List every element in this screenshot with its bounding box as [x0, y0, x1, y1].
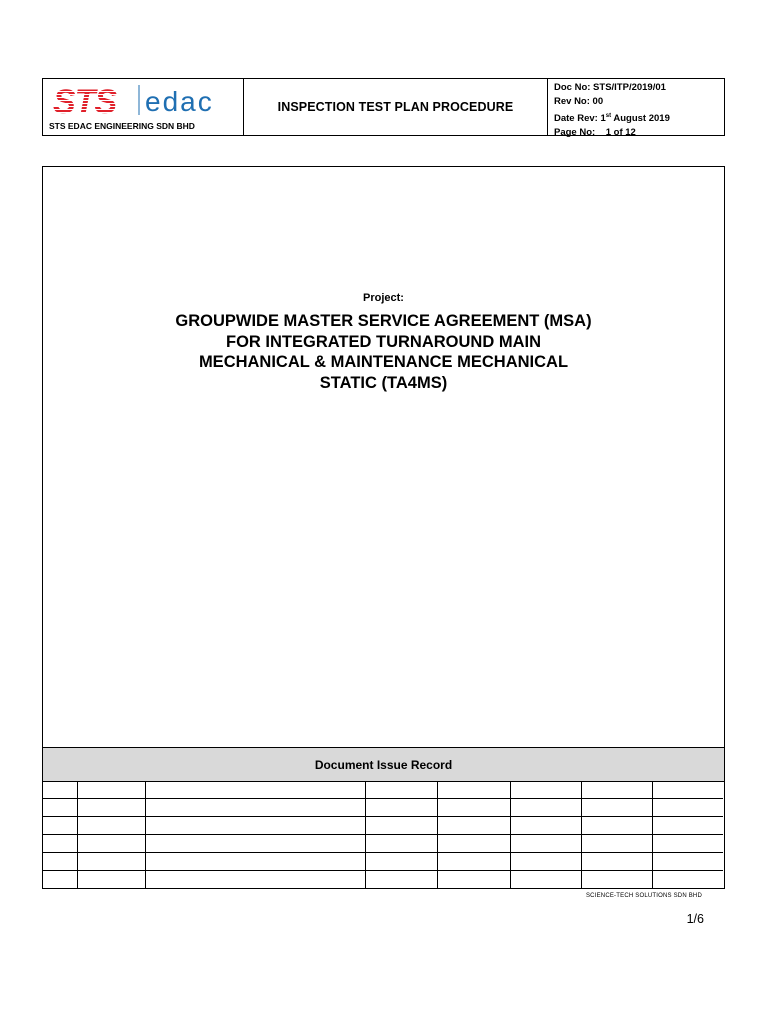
table-cell — [145, 835, 365, 853]
table-cell — [437, 799, 510, 817]
table-cell — [437, 871, 510, 889]
table-cell — [581, 835, 652, 853]
logo-cell — [43, 79, 244, 135]
table-cell — [77, 799, 145, 817]
table-cell — [652, 781, 723, 799]
table-cell — [510, 781, 581, 799]
table-cell — [365, 871, 437, 889]
project-title-line: GROUPWIDE MASTER SERVICE AGREEMENT (MSA) — [175, 312, 592, 330]
table-cell — [145, 853, 365, 871]
table-cell — [77, 817, 145, 835]
table-cell — [437, 835, 510, 853]
edac-logo-text: edac — [145, 86, 214, 117]
table-cell — [652, 817, 723, 835]
footer-company: SCIENCE-TECH SOLUTIONS SDN BHD — [585, 893, 702, 899]
table-cell — [365, 781, 437, 799]
table-cell — [145, 871, 365, 889]
page-number: 1/6 — [686, 912, 704, 926]
document-header — [42, 78, 725, 139]
table-cell — [365, 835, 437, 853]
table-cell — [581, 817, 652, 835]
table-cell — [437, 817, 510, 835]
rev-no: Rev No: 00 — [554, 96, 604, 107]
table-cell — [510, 853, 581, 871]
table-cell — [581, 781, 652, 799]
issue-record-table — [43, 781, 723, 888]
table-cell — [510, 817, 581, 835]
table-cell — [581, 799, 652, 817]
table-cell — [145, 817, 365, 835]
date-rev: Date Rev: 1st August 2019 — [554, 113, 670, 125]
project-title-line: FOR INTEGRATED TURNAROUND MAIN — [225, 332, 541, 351]
project-title-line: STATIC (TA4MS) — [319, 373, 448, 392]
table-cell — [365, 799, 437, 817]
table-cell — [365, 817, 437, 835]
table-cell — [145, 781, 365, 799]
table-cell — [652, 871, 723, 889]
table-cell — [43, 799, 77, 817]
table-cell — [510, 799, 581, 817]
table-row — [43, 835, 723, 853]
table-cell — [365, 853, 437, 871]
sts-edac-logo — [51, 83, 237, 119]
table-row — [43, 871, 723, 889]
table-cell — [581, 853, 652, 871]
project-label: Project: — [363, 292, 404, 304]
table-cell — [43, 781, 77, 799]
table-cell — [77, 871, 145, 889]
table-cell — [652, 799, 723, 817]
sts-logo-text: STS — [53, 83, 117, 119]
cover-body — [42, 166, 725, 889]
table-row — [43, 817, 723, 835]
issue-record-heading: Document Issue Record — [43, 747, 724, 782]
table-row — [43, 799, 723, 817]
table-cell — [145, 799, 365, 817]
table-cell — [43, 853, 77, 871]
table-cell — [77, 853, 145, 871]
company-name: STS EDAC ENGINEERING SDN BHD — [49, 121, 195, 131]
table-cell — [77, 781, 145, 799]
table-cell — [652, 853, 723, 871]
table-cell — [43, 871, 77, 889]
table-cell — [581, 871, 652, 889]
project-title-line: MECHANICAL & MAINTENANCE MECHANICAL — [198, 353, 569, 371]
table-cell — [437, 853, 510, 871]
page-no: Page No: 1 of 12 — [554, 127, 636, 139]
doc-no: Doc No: STS/ITP/2019/01 — [554, 82, 666, 93]
document-meta — [548, 79, 724, 139]
table-cell — [652, 835, 723, 853]
table-row — [43, 781, 723, 799]
table-cell — [77, 835, 145, 853]
table-cell — [510, 871, 581, 889]
table-row — [43, 853, 723, 871]
table-cell — [437, 781, 510, 799]
table-cell — [43, 835, 77, 853]
table-cell — [43, 817, 77, 835]
document-title: INSPECTION TEST PLAN PROCEDURE — [244, 79, 548, 135]
table-cell — [510, 835, 581, 853]
project-title — [103, 311, 664, 393]
